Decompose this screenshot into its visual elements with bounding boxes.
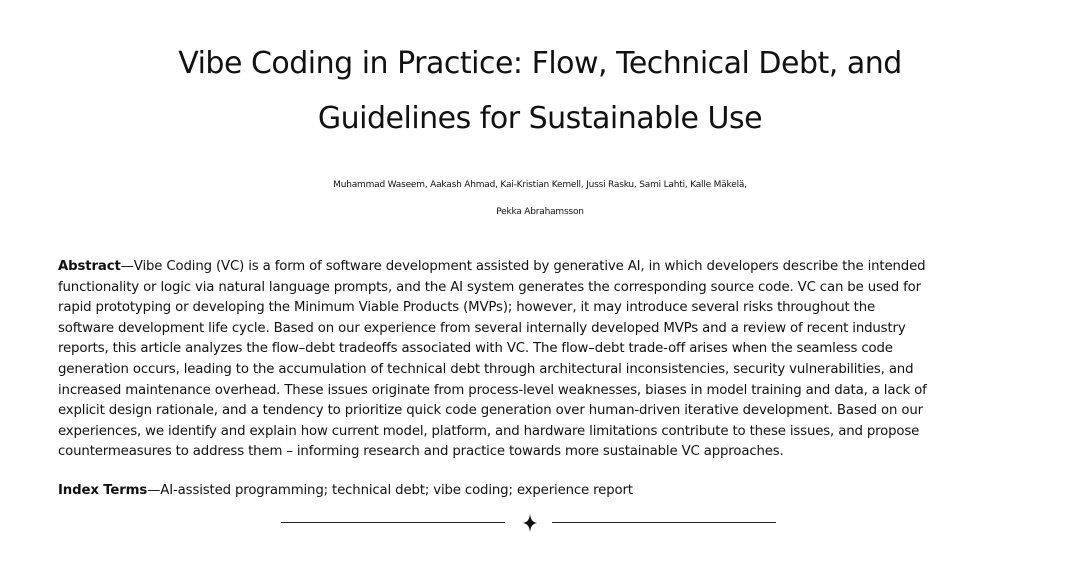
paper-title [0, 36, 1080, 146]
index-terms-text: —AI-assisted programming; technical debt; vibe coding; experience report [147, 483, 633, 498]
title-line-1: Vibe Coding in Practice: Flow, Technical Debt, and [178, 46, 902, 81]
abstract-text-1: —Vibe Coding (VC) is a form of software development assisted by generative AI, in which developers describe the intended [120, 259, 926, 274]
title-line-2: Guidelines for Sustainable Use [317, 101, 763, 136]
abstract [58, 257, 993, 463]
abstract-line-9: experiences, we identify and explain how current model, platform, and hardware limitations contribute to these issues, and propose [58, 423, 920, 439]
abstract-line-8: explicit design rationale, and a tendency to prioritize quick code generation over human-driven iterative development. Based on our [58, 403, 923, 419]
abstract-line-3: rapid prototyping or developing the Minimum Viable Products (MVPs); however, it may introduce several risks throughout the [58, 300, 876, 316]
abstract-line-6: generation occurs, leading to the accumulation of technical debt through architectural inconsistencies, security vulnerabilities, and [58, 361, 914, 377]
divider-rule-right [552, 522, 776, 523]
abstract-line-1 [58, 257, 993, 278]
abstract-line-2: functionality or logic via natural language prompts, and the AI system generates the corresponding source code. VC can be used for [58, 279, 921, 295]
author-list [0, 172, 1080, 226]
index-terms [58, 481, 633, 501]
abstract-label: Abstract [58, 259, 121, 274]
authors-line-1: Muhammad Waseem, Aakash Ahmad, Kai-Kristian Kemell, Jussi Rasku, Sami Lahti, Kalle Mäkelä, [333, 180, 747, 190]
abstract-line-10: countermeasures to address them – informing research and practice towards more sustainable VC approaches. [58, 444, 784, 460]
abstract-line-5: reports, this article analyzes the flow–debt tradeoffs associated with VC. The flow–debt trade-off arises when the seamless code [58, 341, 893, 357]
abstract-line-7: increased maintenance overhead. These issues originate from process-level weaknesses, biases in model training and data, a lack of [58, 382, 927, 398]
index-terms-label: Index Terms [58, 483, 148, 498]
authors-line-2: Pekka Abrahamsson [496, 207, 584, 217]
section-divider [0, 511, 1080, 535]
abstract-line-4: software development life cycle. Based on our experience from several internally developed MVPs and a review of recent industry [58, 320, 906, 336]
four-point-star-icon [520, 511, 540, 535]
divider-rule-left [281, 522, 505, 523]
